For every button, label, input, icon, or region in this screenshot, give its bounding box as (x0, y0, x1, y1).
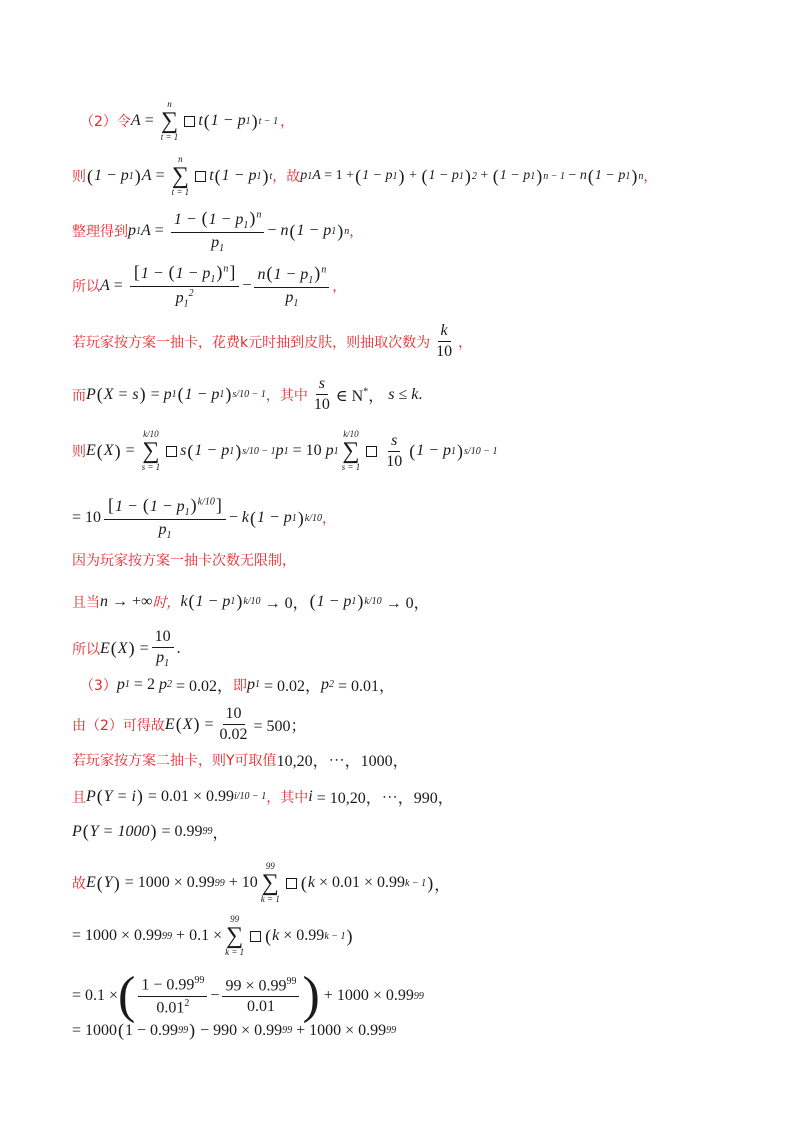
from-formula: E ( X ) = $\frac{10}{0.02}$ = 500； (164, 705, 307, 743)
line-then: 则 ( 1 − p 1 ) A = n ∑ t = 1 t ( 1 − p 1 ) t ， 故 p 1 A = 1 + ( 1 − p 1 ) + ( 1 − p 1 ) 2 + ( 1 − p 1 ) n − 1 − n ( 1 − p 1 ) n ， (72, 154, 658, 197)
then-label: 则 (72, 169, 86, 185)
line-ex (72, 430, 497, 472)
hence-formula: p 1 A = 1 + ( 1 − p 1 ) + ( 1 − p 1 ) 2 + ( 1 − p 1 ) n − 1 − n ( 1 − p 1 ) n (300, 165, 644, 186)
line-part3 (72, 673, 395, 696)
where-formula: $\frac{s}{10}$ ∈ N*， s ≤ k . (313, 375, 423, 413)
ex-final-formula: E ( X ) = $\frac{10}{p_1}$ . (100, 628, 181, 670)
when-label: 且当 (72, 594, 100, 611)
then-formula: ( 1 − p 1 ) A = n ∑ t = 1 t ( 1 − p 1 ) t (87, 154, 273, 197)
ex-result-formula: = 10 $\frac{[1 - (1 - p_1)^{k/10}]}{p_1}$ − k ( 1 − p 1 ) k/10 (72, 495, 322, 542)
unlimited-text: 因为玩家按方案一抽卡次数无限制， (72, 553, 296, 569)
and-label-3: 且 (72, 789, 86, 806)
part3-label: （3） (80, 677, 117, 694)
part3-eq: p 1 = 2 p 2 = 0.02， (116, 675, 233, 695)
line-simplify: 整理得到 p 1 A = $\frac{1 - (1 - p_1)^n}{p_1}$ − n ( 1 − p 1 ) n ， (72, 208, 364, 255)
hence-label: 故 (286, 169, 301, 185)
ie-formula: p 1 = 0.02， p 2 = 0.01， (246, 675, 396, 695)
line-ey4 (72, 1020, 396, 1041)
ey-line2-formula: = 1000 × 0.99 99 + 0.1 × 99 ∑ k = 1 ( k × 0.99 k − 1 ) (72, 914, 353, 957)
line-ey (72, 862, 450, 904)
from-label: 由（2）可得故 (72, 717, 165, 734)
simplify-formula: p 1 A = $\frac{1 - (1 - p_1)^n}{p_1}$ − n ( 1 − p 1 ) n (128, 208, 350, 255)
line-ex-result: = 10 $\frac{[1 - (1 - p_1)^{k/10}]}{p_1}$ − k ( 1 − p 1 ) k/10 ， (72, 495, 336, 542)
ey-line4-formula: = 1000 ( 1 − 0.99 99 ) − 990 × 0.99 99 + 1000 × 0.99 99 (72, 1020, 397, 1040)
where-label: ，其中 (265, 387, 308, 404)
then2-label: 则 (72, 444, 86, 460)
line-let-a: （2）令 A = n ∑ t = 1 t ( 1 − p 1 ) t − 1 ， (80, 99, 295, 142)
ex-formula: E ( X ) = k/10 ∑ s = 1 s ( 1 − p 1 ) s/10 − 1 p 1 = 10 p 1 k/10 ∑ s = 1 $\frac{s}{10}$ ( 1 − p 1 ) s/10 − 1 (86, 429, 498, 472)
line-so-a: 所以 A = $\frac{[1 - (1 - p_1)^n]}{p_1^2}$ − $\frac{n(1 - p_1)^n}{p_1}$ ， (72, 262, 347, 310)
line-scheme2 (72, 748, 409, 771)
ey-formula: E ( Y ) = 1000 × 0.99 99 + 10 99 ∑ k = 1 ( k × 0.01 × 0.99 k − 1 ) ， (86, 861, 451, 904)
line-prob (72, 375, 422, 414)
scheme2-values: 10,20，⋯，1000， (276, 753, 409, 770)
k-over-10: $\frac{k}{10}$ (436, 322, 453, 360)
line-py (72, 785, 454, 808)
and-label: 而 (72, 387, 86, 404)
py1000-formula: P ( Y = 1000 ) = 0.99 99 ， (72, 821, 229, 842)
ey-line3-formula: = 0.1 × ( $\frac{1 - 0.99^{99}}{0.01^2}$ − $\frac{99 \times 0.99^{99}}{0.01}$ ) + 1000 × 0.99 99 (72, 967, 424, 1024)
line-ey2 (72, 915, 354, 957)
let-a-formula: A = n ∑ t = 1 t ( 1 − p 1 ) t − 1 (130, 99, 279, 142)
hence-label-3: 故 (72, 876, 86, 892)
line-py1000 (72, 820, 229, 843)
py-formula: P ( Y = i ) = 0.01 × 0.99 i/10 − 1 (86, 786, 267, 806)
so2-label: 所以 (72, 641, 100, 658)
scheme2-text: 若玩家按方案二抽卡，则Y可取值 (72, 752, 277, 769)
when-formula: n → +∞ 时， k ( 1 − p 1 ) k/10 → 0， ( 1 − p 1 ) k/10 → 0， (100, 591, 430, 612)
part2-label: （2）令 (80, 114, 131, 130)
ie-label: 即 (232, 677, 247, 694)
py-where-label: ，其中 (266, 789, 309, 806)
simplify-label: 整理得到 (72, 224, 128, 241)
line-scheme1: 若玩家按方案一抽卡，花费k元时抽到皮肤，则抽取次数为 $\frac{k}{10}$ ， (72, 322, 473, 360)
line-ex-final (72, 628, 181, 669)
line-ey3 (72, 967, 424, 1024)
line-unlimited (72, 550, 296, 570)
py-where-formula: i = 10,20，⋯，990， (308, 787, 454, 807)
line-when (72, 590, 430, 613)
line-from (72, 705, 307, 744)
so-label: 所以 (72, 278, 100, 295)
so-formula: A = $\frac{[1 - (1 - p_1)^n]}{p_1^2}$ − $\frac{n(1 - p_1)^n}{p_1}$ (100, 262, 332, 310)
scheme1-text: 若玩家按方案一抽卡，花费k元时抽到皮肤，则抽取次数为 (72, 334, 431, 351)
prob-formula: P ( X = s ) = p 1 ( 1 − p 1 ) s/10 − 1 (86, 384, 266, 404)
